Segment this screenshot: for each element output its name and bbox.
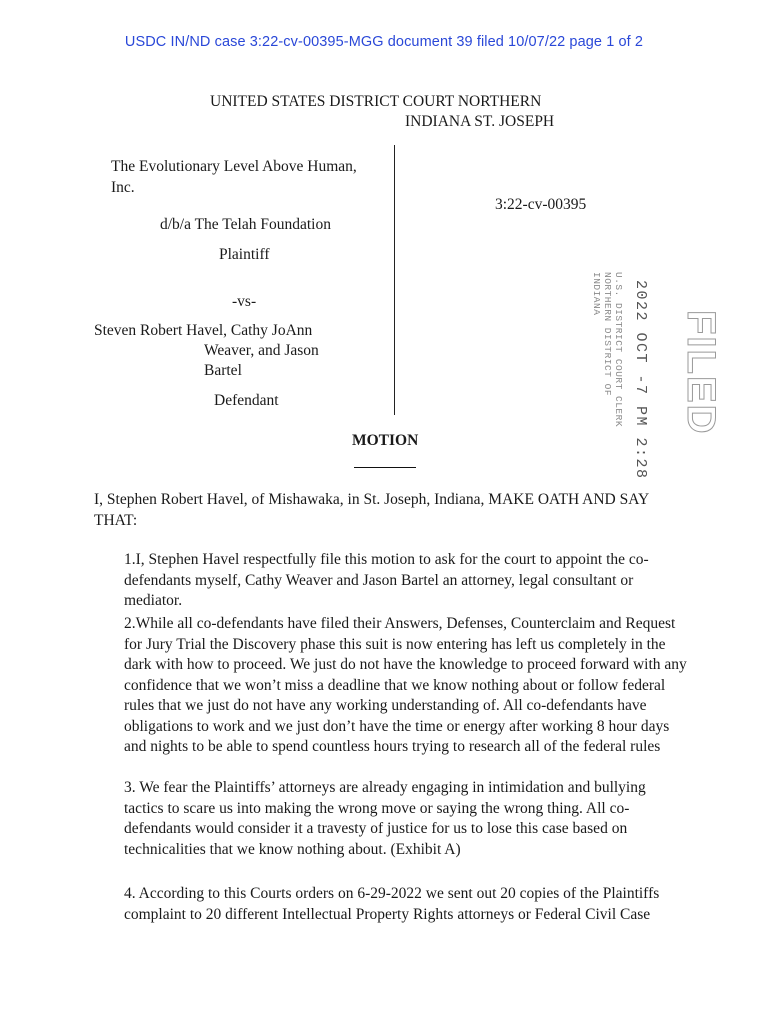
defendants-line-1: Steven Robert Havel, Cathy JoAnn — [94, 322, 313, 339]
plaintiff-role: Plaintiff — [219, 246, 270, 263]
paragraph-1: 1.I, Stephen Havel respectfully file this motion to ask for the court to appoint the co-defendants myself, Cathy Weaver and Jason Bartel an attorney, legal consultant or mediator. — [124, 551, 649, 609]
defendant-role: Defendant — [214, 392, 279, 409]
plaintiff-name-line-1: The Evolutionary Level Above Human, — [111, 158, 357, 175]
oath-paragraph: I, Stephen Robert Havel, of Mishawaka, in St. Joseph, Indiana, MAKE OATH AND SAY THAT: — [94, 491, 649, 529]
motion-title: MOTION — [352, 432, 419, 449]
caption-divider — [394, 145, 395, 415]
paragraph-4: 4. According to this Courts orders on 6-29-2022 we sent out 20 copies of the Plaintiffs complaint to 20 different Intellectual Property Rights attorneys or Federal Civil Case — [124, 885, 660, 923]
filed-stamp: FILED — [679, 310, 723, 436]
versus-label: -vs- — [232, 293, 257, 310]
clerk-office-stamp: U.S. DISTRICT COURT CLERK NORTHERN DISTRICT OF INDIANA — [591, 272, 624, 428]
plaintiff-name-line-2: Inc. — [111, 179, 135, 196]
motion-title-underline — [354, 467, 416, 468]
defendants-line-3: Bartel — [204, 362, 242, 379]
filing-date-stamp: 2022 OCT -7 PM 2:28 — [632, 280, 649, 480]
ecf-header-stamp: USDC IN/ND case 3:22-cv-00395-MGG document 39 filed 10/07/22 page 1 of 2 — [124, 34, 644, 50]
defendants-line-2: Weaver, and Jason — [204, 342, 319, 359]
plaintiff-dba: d/b/a The Telah Foundation — [160, 216, 331, 233]
paragraph-3: 3. We fear the Plaintiffs’ attorneys are already engaging in intimidation and bullying tactics to scare us into making the wrong move or saying the wrong thing. All co-defendants would consider it a travesty of justice for us to lose this case based on technicalities that we know nothing about. (Exhibit A) — [124, 779, 646, 858]
paragraph-2: 2.While all co-defendants have filed their Answers, Defenses, Counterclaim and Request for Jury Trial the Discovery phase this suit is now entering has left us completely in the dark with how to proceed. We just do not have the knowledge to proceed forward with any confidence that we won’t miss a deadline that we know nothing about or follow federal rules that we just do not have any working understanding of. All co-defendants have obligations to work and we just don’t have the time or energy after working 8 hour days and nights to be able to spend countless hours trying to research all of the federal rules — [124, 615, 687, 755]
case-number: 3:22-cv-00395 — [495, 196, 587, 213]
court-title-line-2: INDIANA ST. JOSEPH — [405, 113, 555, 130]
court-title-line-1: UNITED STATES DISTRICT COURT NORTHERN — [210, 93, 542, 110]
